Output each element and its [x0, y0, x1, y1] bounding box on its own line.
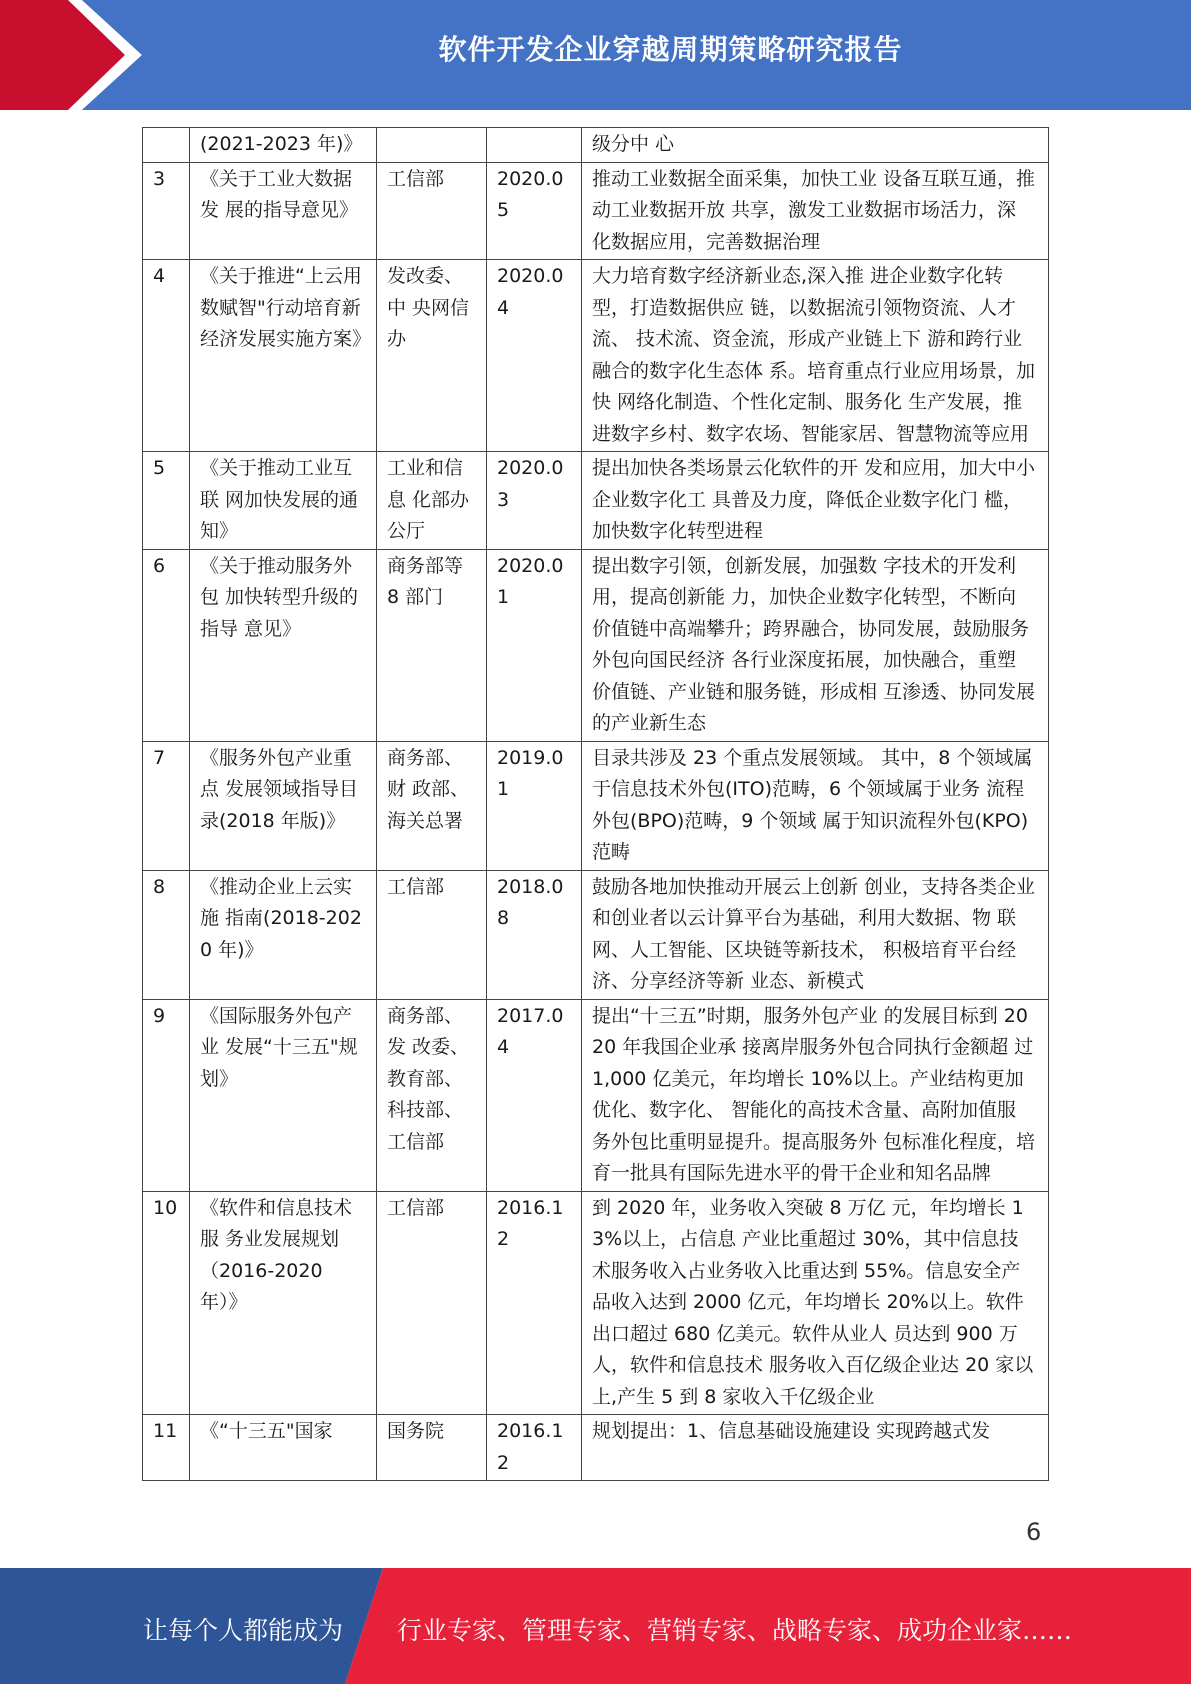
table-row [143, 260, 1049, 452]
policy-name-cell: 《软件和信息技术服 务业发展规划（2016-2020 年）》 [190, 1191, 377, 1415]
policy-name-cell: 《推动企业上云实施 指南(2018-2020 年)》 [190, 870, 377, 999]
policy-name-cell: 《关于工业大数据发 展的指导意见》 [190, 162, 377, 260]
page-number: 6 [1026, 1518, 1042, 1546]
content-cell: 鼓励各地加快推动开展云上创新 创业，支持各类企业和创业者以云计算平台为基础，利用大数据、物 联网、人工智能、区块链等新技术， 积极培育平台经济、分享经济等新 业态、新模式 [582, 870, 1049, 999]
department-cell [377, 128, 487, 163]
row-number-cell: 5 [143, 452, 190, 550]
policy-name-cell: 《关于推动工业互联 网加快发展的通知》 [190, 452, 377, 550]
table-row [143, 999, 1049, 1191]
page-footer [0, 1568, 1191, 1684]
department-cell: 发改委、中 央网信办 [377, 260, 487, 452]
policy-name-cell: 《关于推进“上云用 数赋智"行动培育新 经济发展实施方案》 [190, 260, 377, 452]
table-row [143, 870, 1049, 999]
row-number-cell: 4 [143, 260, 190, 452]
date-cell: 2020.01 [487, 549, 582, 741]
footer-slogan-right: 行业专家、管理专家、营销专家、战略专家、成功企业家…… [397, 1616, 1073, 1645]
department-cell: 商务部等 8 部门 [377, 549, 487, 741]
department-cell: 工信部 [377, 162, 487, 260]
table-row [143, 1415, 1049, 1481]
content-cell: 推动工业数据全面采集，加快工业 设备互联互通，推动工业数据开放 共享，激发工业数据市场活力，深 化数据应用，完善数据治理 [582, 162, 1049, 260]
table-row [143, 741, 1049, 870]
department-cell: 国务院 [377, 1415, 487, 1481]
date-cell: 2020.03 [487, 452, 582, 550]
page-header [0, 0, 1191, 110]
date-cell: 2017.04 [487, 999, 582, 1191]
content-cell: 大力培育数字经济新业态,深入推 进企业数字化转型，打造数据供应 链，以数据流引领物资流、人才流、 技术流、资金流，形成产业链上下 游和跨行业融合的数字化生态体 系。培育重点行业应用场景，加快 网络化制造、个性化定制、服务化 生产发展，推进数字乡村、数字农场、智能家居、智慧物流等应用 [582, 260, 1049, 452]
policy-table [142, 127, 1048, 1481]
date-cell: 2016.12 [487, 1415, 582, 1481]
policy-name-cell: 《服务外包产业重点 发展领域指导目录(2018 年版)》 [190, 741, 377, 870]
row-number-cell: 8 [143, 870, 190, 999]
content-cell: 目录共涉及 23 个重点发展领域。 其中，8 个领域属于信息技术外包(ITO)范畴，6 个领域属于业务 流程外包(BPO)范畴，9 个领域 属于知识流程外包(KPO)范畴 [582, 741, 1049, 870]
row-number-cell: 11 [143, 1415, 190, 1481]
department-cell: 工信部 [377, 870, 487, 999]
date-cell: 2018.08 [487, 870, 582, 999]
policy-name-cell: 《“十三五"国家 [190, 1415, 377, 1481]
row-number-cell: 9 [143, 999, 190, 1191]
report-title: 软件开发企业穿越周期策略研究报告 [438, 33, 903, 66]
policy-table-body [143, 128, 1049, 1481]
policy-name-cell: 《关于推动服务外包 加快转型升级的指导 意见》 [190, 549, 377, 741]
table-row [143, 128, 1049, 163]
content-cell: 提出加快各类场景云化软件的开 发和应用，加大中小企业数字化工 具普及力度，降低企业数字化门 槛，加快数字化转型进程 [582, 452, 1049, 550]
table-row [143, 549, 1049, 741]
department-cell: 工信部 [377, 1191, 487, 1415]
policy-name-cell: 《国际服务外包产业 发展“十三五"规划》 [190, 999, 377, 1191]
row-number-cell [143, 128, 190, 163]
date-cell: 2019.01 [487, 741, 582, 870]
table-row [143, 162, 1049, 260]
policy-name-cell: (2021-2023 年)》 [190, 128, 377, 163]
date-cell [487, 128, 582, 163]
content-cell: 规划提出：1、信息基础设施建设 实现跨越式发 [582, 1415, 1049, 1481]
row-number-cell: 10 [143, 1191, 190, 1415]
department-cell: 商务部、发 改委、教育部、科技部、工信部 [377, 999, 487, 1191]
table-row [143, 1191, 1049, 1415]
row-number-cell: 3 [143, 162, 190, 260]
date-cell: 2020.05 [487, 162, 582, 260]
department-cell: 工业和信息 化部办公厅 [377, 452, 487, 550]
content-cell: 到 2020 年，业务收入突破 8 万亿 元，年均增长 13%以上，占信息 产业比重超过 30%，其中信息技 术服务收入占业务收入比重达到 55%。信息安全产品收入达到 2000 亿元，年均增长 20%以上。软件 出口超过 680 亿美元。软件从业人 员达到 900 万人，软件和信息技术 服务收入百亿级企业达 20 家以 上,产生 5 到 8 家收入千亿级企业 [582, 1191, 1049, 1415]
content-cell: 提出数字引领，创新发展，加强数 字技术的开发利用，提高创新能 力，加快企业数字化转型，不断向 价值链中高端攀升；跨界融合，协同发展，鼓励服务外包向国民经济 各行业深度拓展，加快融合，重塑 价值链、产业链和服务链，形成相 互渗透、协同发展的产业新生态 [582, 549, 1049, 741]
row-number-cell: 7 [143, 741, 190, 870]
row-number-cell: 6 [143, 549, 190, 741]
content-cell: 级分中 心 [582, 128, 1049, 163]
date-cell: 2020.04 [487, 260, 582, 452]
date-cell: 2016.12 [487, 1191, 582, 1415]
content-cell: 提出“十三五”时期，服务外包产业 的发展目标到 2020 年我国企业承 接离岸服务外包合同执行金额超 过 1,000 亿美元，年均增长 10%以上。产业结构更加优化、数字化、 智能化的高技术含量、高附加值服 务外包比重明显提升。提高服务外 包标准化程度，培育一批具有国际先进水平的骨干企业和知名品牌 [582, 999, 1049, 1191]
table-row [143, 452, 1049, 550]
department-cell: 商务部、财 政部、海关总署 [377, 741, 487, 870]
footer-slogan-left: 让每个人都能成为 [143, 1616, 344, 1645]
